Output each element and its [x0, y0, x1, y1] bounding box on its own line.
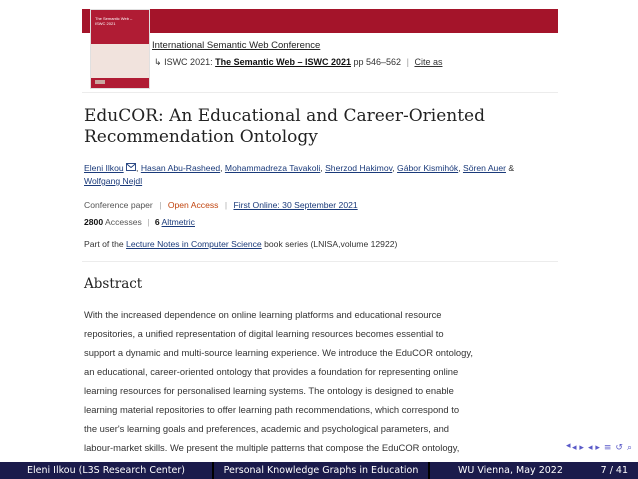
divider — [82, 92, 558, 93]
cover-image — [91, 44, 149, 78]
abstract-line: repositories, a unified representation of digital learning resources becomes essential to — [84, 328, 444, 339]
author-link[interactable]: Sherzod Hakimov — [325, 163, 393, 173]
mail-icon[interactable] — [126, 163, 136, 173]
page-range: pp 546–562 — [353, 57, 402, 67]
top-margin — [82, 0, 558, 9]
title-line-1: EduCOR: An Educational and Career-Oriented — [84, 106, 485, 126]
series-suffix: book series (LNISA,volume 12922) — [264, 239, 398, 249]
author-list: Eleni Ilkou , Hasan Abu-Rasheed, Mohammadreza Tavakoli, Sherzod Hakimov, Gábor Kismihók, Sören Auer & Wolfgang Nejdl — [84, 163, 515, 186]
title-line-2: Recommendation Ontology — [84, 127, 318, 147]
book-series — [84, 239, 397, 249]
divider: | — [406, 57, 409, 67]
first-online-link[interactable]: First Online: 30 September 2021 — [233, 200, 358, 210]
divider: | — [147, 217, 150, 227]
abstract-line: an educational, career-oriented ontology that provides a foundation for representing online — [84, 366, 459, 377]
open-access-badge: Open Access — [167, 200, 219, 210]
paper-meta — [84, 200, 358, 210]
abstract-heading: Abstract — [84, 276, 143, 292]
author-link[interactable]: Wolfgang Nejdl — [84, 176, 143, 186]
abstract-text — [84, 309, 554, 461]
book-title-link[interactable]: The Semantic Web – ISWC 2021 — [215, 57, 351, 67]
nav-frame-icon[interactable]: ◂ ▸ — [572, 443, 584, 453]
abstract-line: learning resources for personalised learning systems. The ontology is designed to enable — [84, 385, 454, 396]
footer-talk-title: Personal Knowledge Graphs in Education — [212, 462, 428, 479]
altmetric-count: 6 — [154, 217, 160, 227]
series-link[interactable]: Lecture Notes in Computer Science — [126, 239, 262, 249]
nav-previous-icon[interactable]: ◂ — [566, 441, 571, 451]
accesses-label: Accesses — [105, 217, 142, 227]
series-prefix: Part of the — [84, 239, 124, 249]
beamer-navigation — [572, 443, 632, 453]
divider: | — [159, 200, 162, 210]
paper-screenshot — [82, 0, 558, 462]
author-link[interactable]: Mohammadreza Tavakoli — [224, 163, 321, 173]
abstract-line: learning material repositories to offer learning path recommendations, which correspond to — [84, 404, 460, 415]
return-arrow-icon: ↳ — [154, 57, 162, 67]
publisher-band — [82, 9, 558, 33]
abstract-line: With the increased dependence on online learning platforms and educational resource — [84, 309, 442, 320]
author-link[interactable]: Hasan Abu-Rasheed — [140, 163, 221, 173]
nav-search-icon[interactable]: ≡ — [603, 443, 612, 453]
altmetric-link[interactable]: Altmetric — [161, 217, 195, 227]
conference-link[interactable]: International Semantic Web Conference — [152, 40, 321, 51]
ref-prefix: ISWC 2021: — [164, 57, 213, 67]
thumb-text: The Semantic Web – ISWC 2021 — [95, 16, 133, 26]
footer-venue-block — [428, 462, 638, 479]
book-cover-thumbnail[interactable] — [90, 9, 150, 89]
author-link[interactable]: Eleni Ilkou — [84, 163, 124, 173]
footer-bar — [0, 462, 638, 479]
cite-as-link[interactable]: Cite as — [414, 57, 443, 67]
abstract-line: support a dynamic and multi-source learning experience. We introduce the EduCOR ontology, — [84, 347, 473, 358]
footer-page-number: 7 / 41 — [600, 465, 628, 476]
paper-title — [84, 106, 544, 148]
accesses-count: 2800 — [84, 217, 104, 227]
paper-type: Conference paper — [84, 200, 153, 210]
nav-section-icon[interactable]: ◂ ▸ — [587, 443, 600, 453]
footer-author: Eleni Ilkou (L3S Research Center) — [0, 462, 212, 479]
abstract-line: labour-market skills. We present the multiple patterns that compose the EduCOR ontology, — [84, 442, 460, 453]
divider — [82, 261, 558, 262]
divider: | — [224, 200, 228, 210]
publisher-logo — [95, 80, 105, 84]
abstract-line: the user's learning goals and preferences, academic and psychological parameters, and — [84, 423, 450, 434]
paper-metrics — [84, 217, 195, 227]
nav-find-icon[interactable]: ⌕ — [626, 443, 632, 453]
footer-venue: WU Vienna, May 2022 — [458, 465, 563, 476]
book-reference — [154, 57, 442, 68]
nav-back-icon[interactable]: ↺ — [615, 443, 623, 453]
author-link[interactable]: Gábor Kismihók — [397, 163, 459, 173]
author-link[interactable]: Sören Auer — [462, 163, 506, 173]
